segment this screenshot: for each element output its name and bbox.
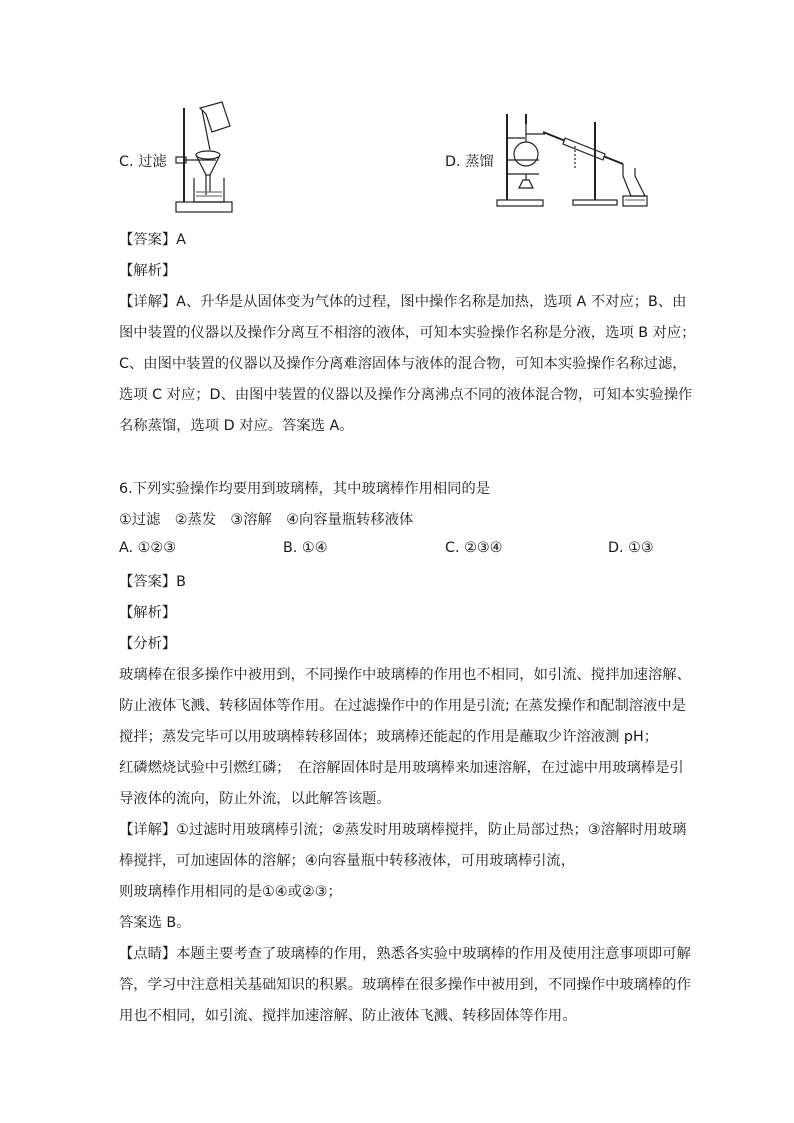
- q6-detail-line: 【详解】①过滤时用玻璃棒引流；②蒸发时用玻璃棒搅拌，防止局部过热；③溶解时用玻璃: [119, 822, 687, 838]
- q5-detail-line: 图中装置的仪器以及操作分离互不相溶的液体，可知本实验操作名称是分液，选项 B 对应；: [119, 325, 696, 341]
- q5-detail-line: 名称蒸馏，选项 D 对应。答案选 A。: [119, 418, 354, 434]
- q6-dianjing-line: 【点睛】本题主要考查了玻璃棒的作用，熟悉各实验中玻璃棒的作用及使用注意事项即可解: [119, 946, 691, 962]
- figure-d-label: D. 蒸馏: [445, 154, 494, 170]
- figure-c-label: C. 过滤: [119, 154, 167, 170]
- q5-answer: 【答案】A: [119, 232, 186, 248]
- q6-detail-line: 棒搅拌，可加速固体的溶解；④向容量瓶中转移液体，可用玻璃棒引流，: [119, 853, 576, 869]
- q5-analysis-header: 【解析】: [119, 263, 177, 279]
- q6-detail-line: 答案选 B。: [119, 915, 191, 931]
- q6-fenxi-line: 玻璃棒在很多操作中被用到，不同操作中玻璃棒的作用也不相同，如引流、搅拌加速溶解、: [119, 667, 691, 683]
- q5-detail-line: 选项 C 对应；D、由图中装置的仪器以及操作分离沸点不同的液体混合物，可知本实验操作: [119, 387, 693, 403]
- q6-stem: 6.下列实验操作均要用到玻璃棒，其中玻璃棒作用相同的是: [119, 481, 491, 497]
- q6-dianjing-line: 答，学习中注意相关基础知识的积累。玻璃棒在很多操作中被用到，不同操作中玻璃棒的作: [119, 977, 691, 993]
- q6-answer: 【答案】B: [119, 574, 186, 590]
- q6-option-b: B. ①④: [283, 540, 328, 556]
- q6-option-a: A. ①②③: [119, 540, 177, 556]
- q6-fenxi-header: 【分析】: [119, 636, 177, 652]
- q6-option-d: D. ①③: [608, 540, 654, 556]
- q5-detail-line: C、由图中装置的仪器以及操作分离难溶固体与液体的混合物，可知本实验操作名称过滤，: [119, 356, 687, 372]
- q6-option-c: C. ②③④: [445, 540, 503, 556]
- q6-analysis-header: 【解析】: [119, 605, 177, 621]
- distillation-apparatus-figure: [495, 110, 655, 210]
- q6-dianjing-line: 用也不相同，如引流、搅拌加速溶解、防止液体飞溅、转移固体等作用。: [119, 1008, 577, 1024]
- q6-fenxi-line: 导液体的流向，防止外流，以此解答该题。: [119, 791, 391, 807]
- filtration-apparatus-figure: [172, 100, 236, 216]
- q5-detail-line: 【详解】A、升华是从固体变为气体的过程，图中操作名称是加热，选项 A 不对应；B、由: [119, 294, 687, 310]
- q6-detail-line: 则玻璃棒作用相同的是①④或②③；: [119, 884, 342, 900]
- q6-fenxi-line: 防止液体飞溅、转移固体等作用。在过滤操作中的作用是引流; 在蒸发操作和配制溶液中是: [119, 698, 686, 714]
- q6-fenxi-line: 红磷燃烧试验中引燃红磷； 在溶解固体时是用玻璃棒来加速溶解，在过滤中用玻璃棒是引: [119, 760, 684, 776]
- q6-fenxi-line: 搅拌；蒸发完毕可以用玻璃棒转移固体；玻璃棒还能起的作用是蘸取少许溶液测 pH；: [119, 729, 659, 745]
- q6-items: ①过滤 ②蒸发 ③溶解 ④向容量瓶转移液体: [119, 512, 414, 528]
